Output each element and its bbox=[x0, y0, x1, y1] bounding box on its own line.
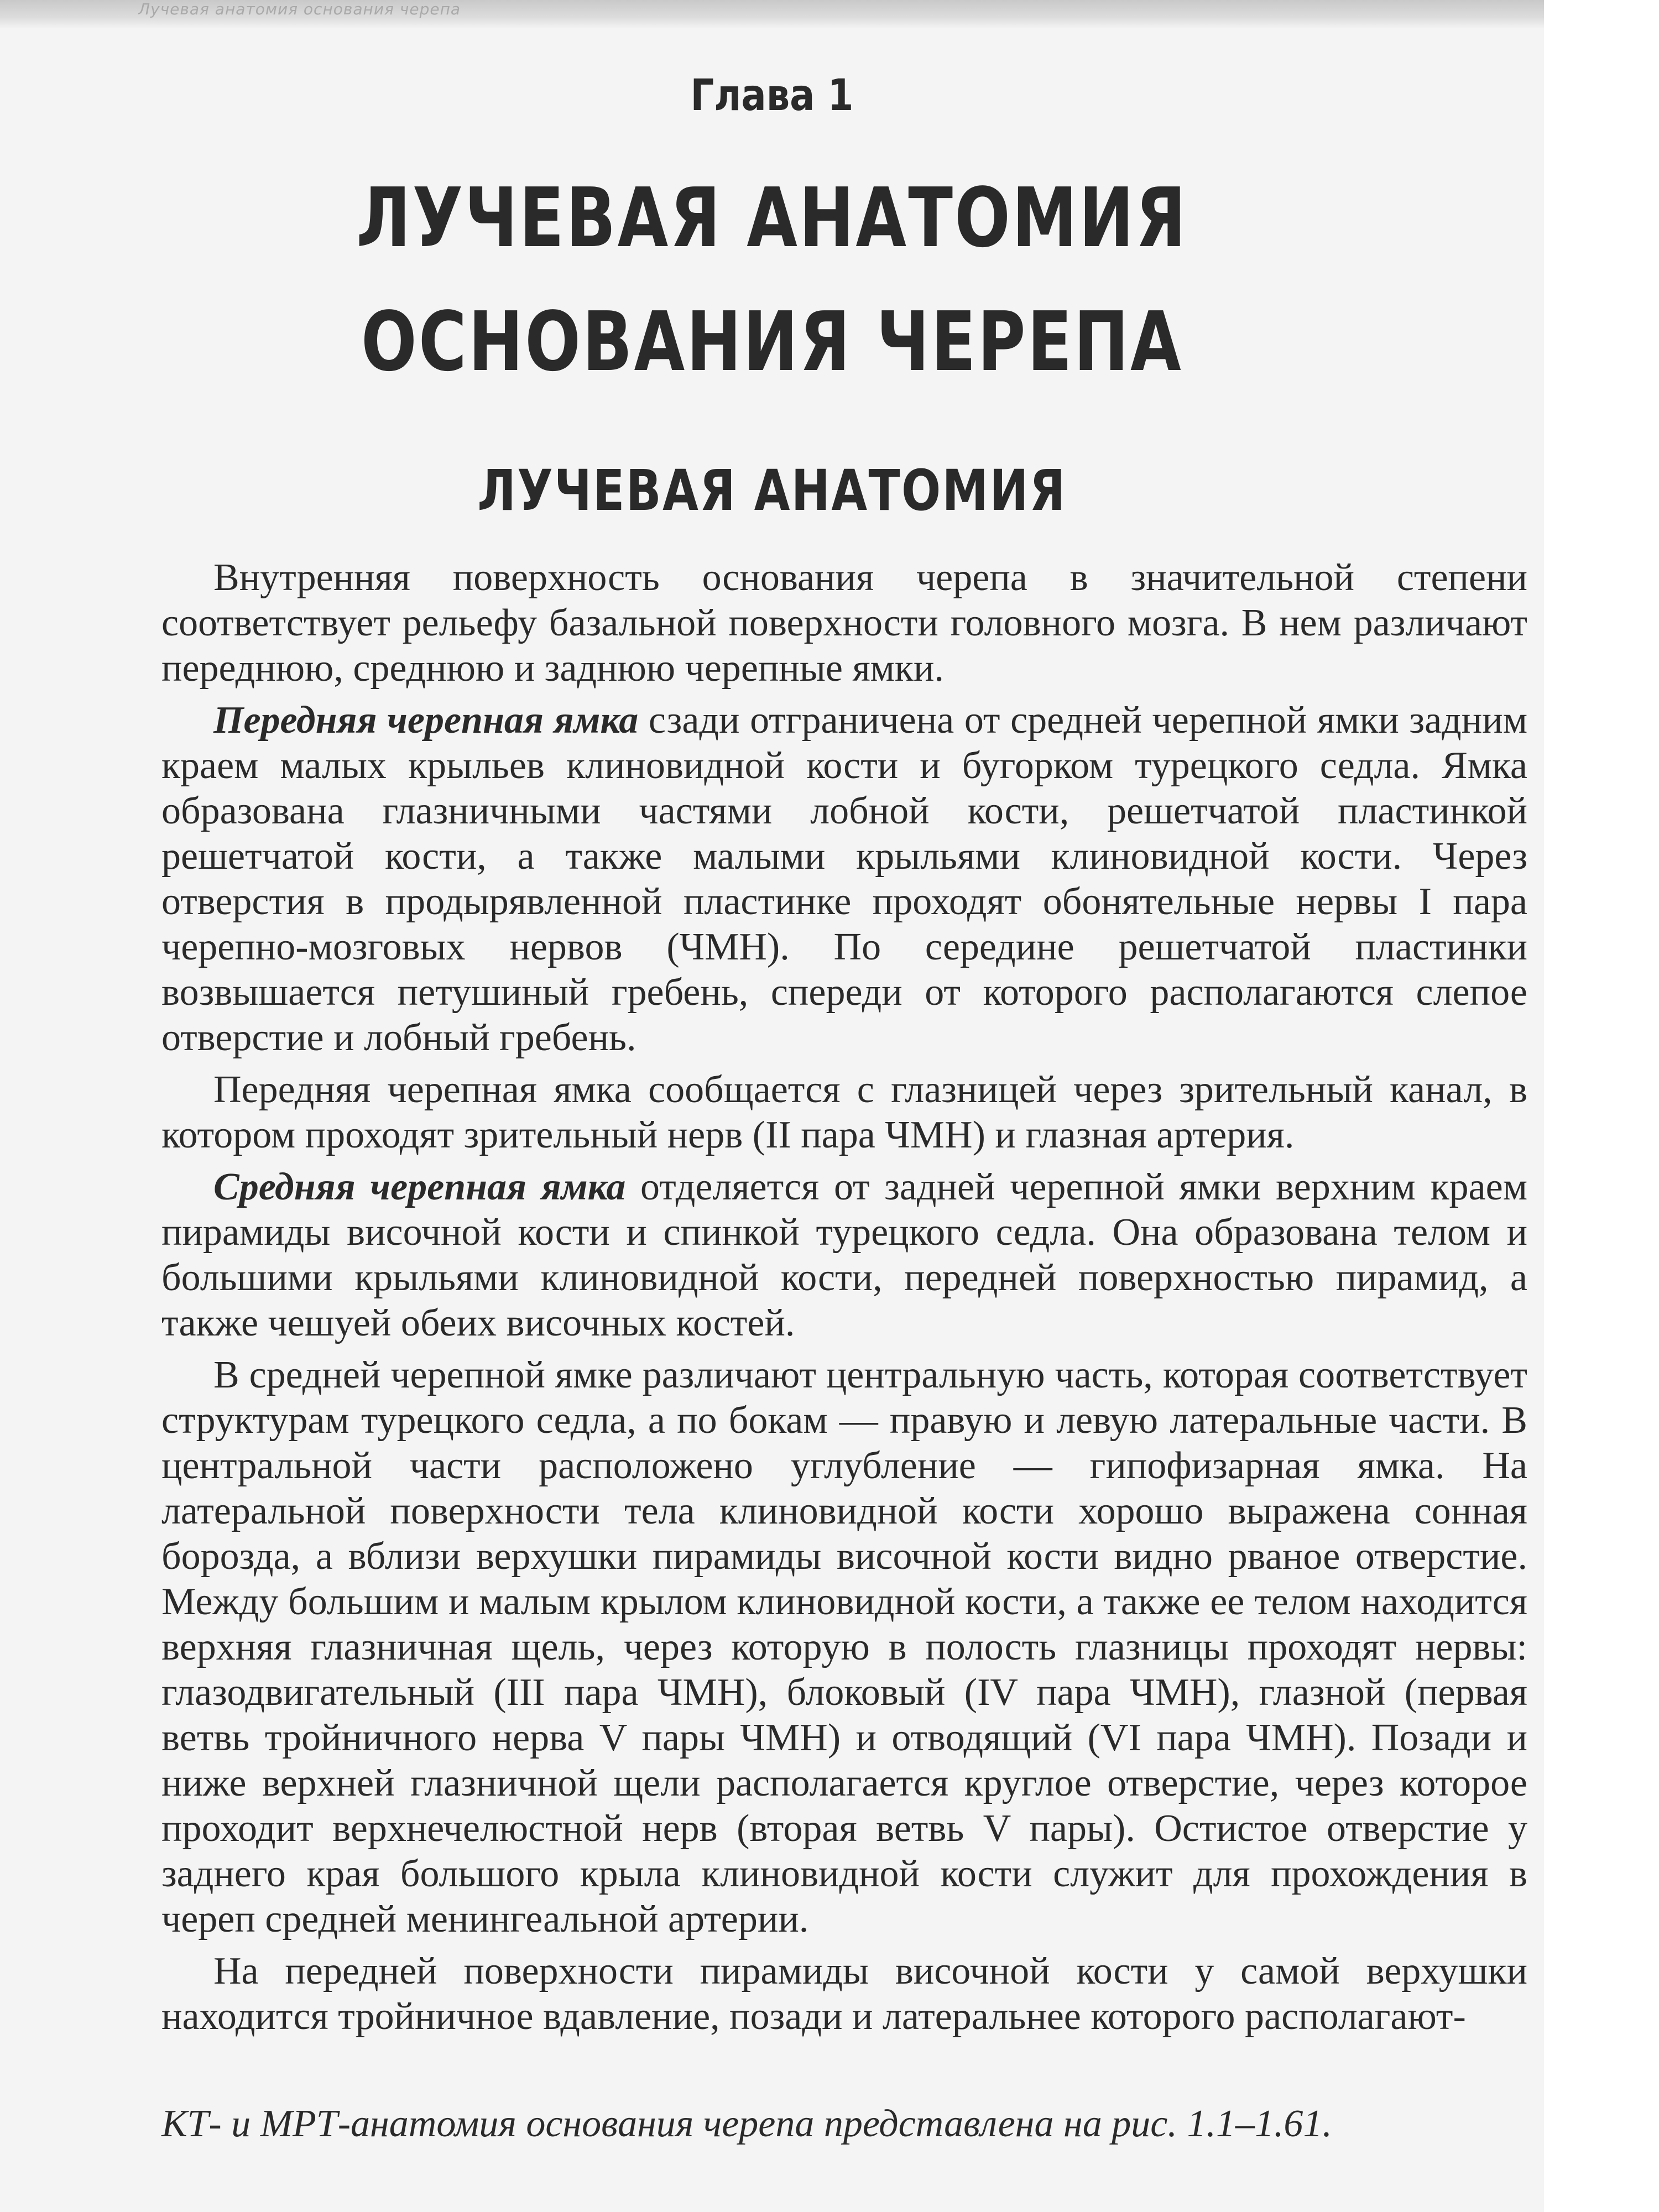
body-text bbox=[161, 555, 1527, 2039]
paragraph-4-text: отделяется от задней черепной ямки верхним краем пирамиды височной кости и спинкой турецкого седла. Она образована телом и большими крыльями клиновидной кости, передней поверхностью пирамид, а также чешуей обеих височных костей. bbox=[161, 1166, 1527, 1344]
chapter-title bbox=[154, 156, 1390, 404]
section-title: ЛУЧЕВАЯ АНАТОМИЯ bbox=[477, 458, 1067, 524]
paragraph-4 bbox=[161, 1165, 1527, 1346]
term-middle-fossa: Средняя черепная ямка bbox=[213, 1166, 626, 1208]
paragraph-2 bbox=[161, 698, 1527, 1061]
chapter-title-line-1: ЛУЧЕВАЯ АНАТОМИЯ bbox=[356, 170, 1188, 265]
paragraph-3: Передняя черепная ямка сообщается с глазницей через зрительный канал, в котором проходят зрительный нерв (II пара ЧМН) и глазная артерия. bbox=[161, 1068, 1527, 1156]
chapter-title-line-2: ОСНОВАНИЯ ЧЕРЕПА bbox=[361, 294, 1183, 389]
previous-page-strip bbox=[0, 0, 1544, 29]
paragraph-2-text: сзади отграничена от средней черепной ямки задним краем малых крыльев клиновидной кости и бугорком турецкого седла. Ямка образована глазничными частями лобной кости, решетчатой пластинкой решетчатой кости, а также малыми крыльями клиновидной кости. Через отверстия в продырявленной пластинке проходят обонятельные нервы I пара черепно-мозговых нервов (ЧМН). По середине решетчатой пластинки возвышается петушиный гребень, спереди от которого располагаются слепое отверстие и лобный гребень. bbox=[161, 699, 1527, 1059]
term-anterior-fossa: Передняя черепная ямка bbox=[213, 699, 639, 742]
header-strip-text: Лучевая анатомия основания черепа bbox=[138, 0, 461, 18]
page-margin bbox=[1544, 0, 1659, 2212]
paragraph-6: На передней поверхности пирамиды височной кости у самой верхушки находится тройничное вдавление, позади и латеральнее которого располагают- bbox=[161, 1950, 1527, 2038]
chapter-label: Глава 1 bbox=[690, 71, 854, 121]
paragraph-1: Внутренняя поверхность основания черепа в значительной степени соответствует рельефу базальной поверхности головного мозга. В нем различают переднюю, среднюю и заднюю черепные ямки. bbox=[161, 556, 1527, 690]
paragraph-5: В средней черепной ямке различают центральную часть, которая соответствует структурам турецкого седла, а по бокам — правую и левую латеральные части. В центральной части расположено углубление — гипофизарная ямка. На латеральной поверхности тела клиновидной кости хорошо выражена сонная борозда, а вблизи верхушки пирамиды височной кости видно рваное отверстие. Между большим и малым крылом клиновидной кости, а также ее телом находится верхняя глазничная щель, через которую в полость глазницы проходят нервы: глазодвигательный (III пара ЧМН), блоковый (IV пара ЧМН), глазной (первая ветвь тройничного нерва V пары ЧМН) и отводящий (VI пара ЧМН). Позади и ниже верхней глазничной щели располагается круглое отверстие, через которое проходит верхнечелюстной нерв (вторая ветвь V пары). Остистое отверстие у заднего края большого крыла клиновидной кости служит для прохождения в череп средней менингеальной артерии. bbox=[161, 1354, 1527, 1940]
footnote: КТ- и МРТ-анатомия основания черепа представлена на рис. 1.1–1.61. bbox=[161, 2103, 1332, 2145]
